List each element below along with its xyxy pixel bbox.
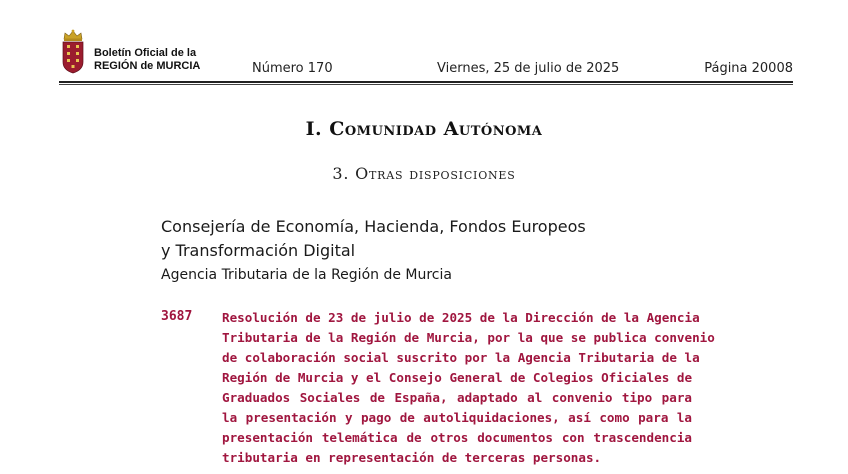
header-rule-thick — [59, 81, 793, 83]
page-number: Página 20008 — [704, 61, 793, 76]
section-title: I. Comunidad Autónoma — [305, 118, 543, 140]
ministry-name-line-1: Consejería de Economía, Hacienda, Fondos Europeos — [161, 217, 586, 236]
agency-name: Agencia Tributaria de la Región de Murcia — [161, 267, 452, 283]
announcement-line: de colaboración social suscrito por la Agencia Tributaria de la — [222, 350, 700, 365]
issue-date: Viernes, 25 de julio de 2025 — [437, 61, 620, 76]
announcement-line: la presentación y pago de autoliquidaciones, así como para la — [222, 410, 692, 425]
logo-line-1: Boletín Oficial de la — [94, 47, 197, 59]
header-rule-thin — [59, 84, 793, 85]
bulletin-logo-text — [94, 47, 200, 73]
document-header — [0, 0, 848, 90]
issue-number: Número 170 — [252, 61, 333, 76]
ministry-name-line-2: y Transformación Digital — [161, 241, 356, 260]
announcement-line: Tributaria de la Región de Murcia, por la que se publica convenio — [222, 330, 715, 345]
announcement-number: 3687 — [161, 309, 193, 324]
announcement-line: Resolución de 23 de julio de 2025 de la Dirección de la Agencia — [222, 310, 700, 325]
announcement-line: tributaria en representación de terceras personas. — [222, 450, 602, 465]
announcement-line: presentación telemática de otros documentos con trascendencia — [222, 430, 692, 445]
announcement-summary — [222, 308, 715, 468]
announcement-line: Región de Murcia y el Consejo General de Colegios Oficiales de — [222, 370, 693, 385]
announcement-line: Graduados Sociales de España, adaptado al convenio tipo para — [222, 390, 692, 405]
region-crest-icon — [61, 28, 85, 74]
logo-line-2: REGIÓN de MURCIA — [94, 60, 201, 72]
subsection-title: 3. Otras disposiciones — [332, 164, 516, 183]
